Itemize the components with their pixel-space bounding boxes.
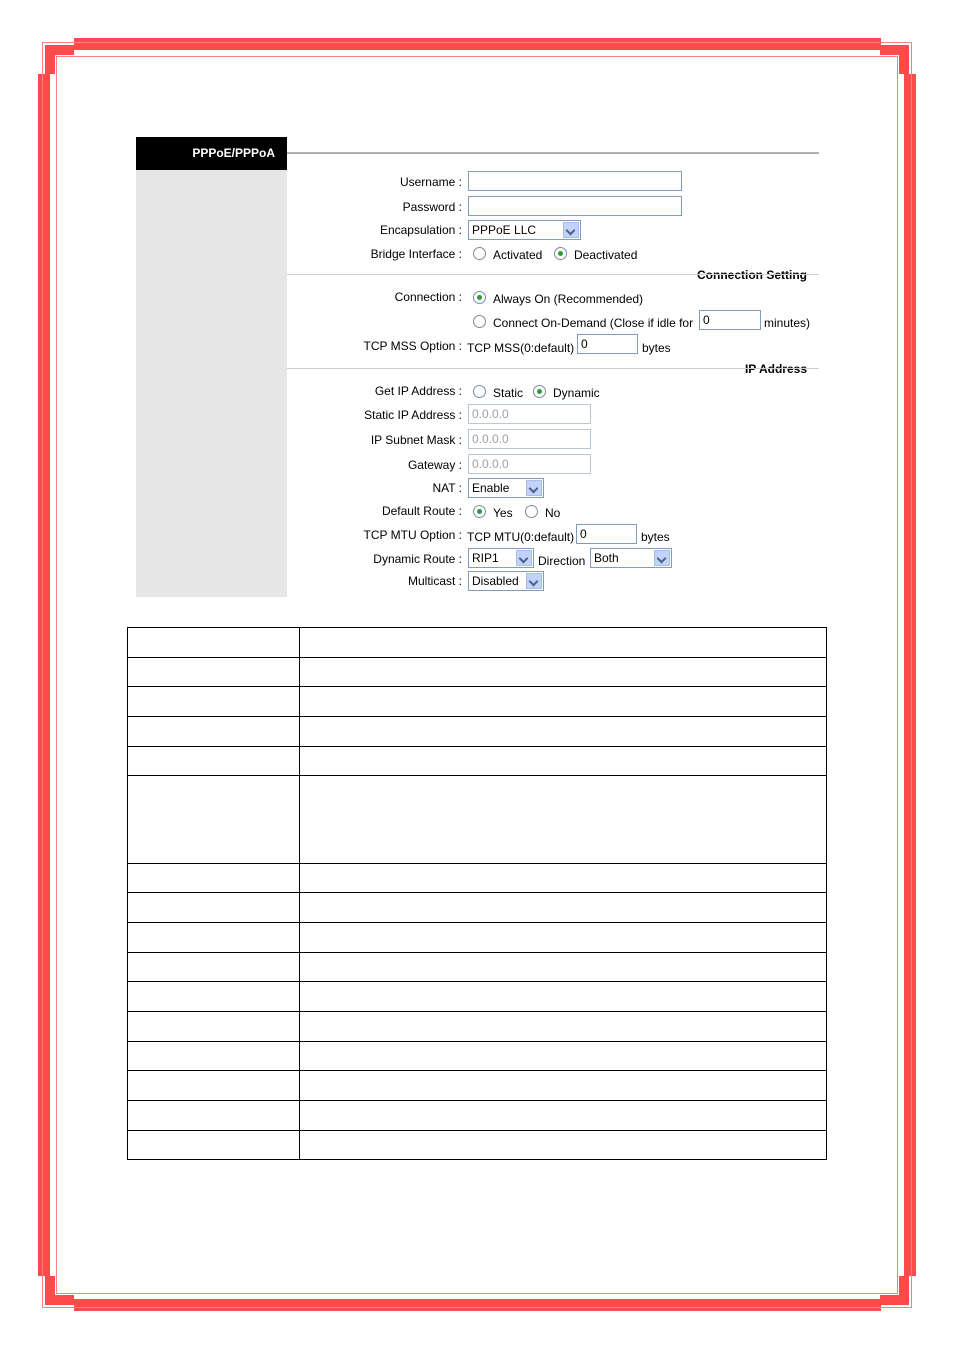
- default-route-no-label: No: [545, 506, 561, 520]
- dynamic-route-value: RIP1: [472, 551, 499, 565]
- bridge-deactivated-radio[interactable]: [554, 247, 567, 260]
- table-row: [128, 1012, 827, 1042]
- subnet-mask-field[interactable]: 0.0.0.0: [468, 429, 591, 449]
- table-row: [128, 658, 827, 687]
- on-demand-radio[interactable]: [473, 315, 486, 328]
- tcp-mss-field[interactable]: 0: [577, 334, 638, 354]
- chevron-down-icon[interactable]: [654, 550, 670, 566]
- encapsulation-select[interactable]: [468, 220, 581, 240]
- table-row: [128, 1101, 827, 1131]
- table-row: [128, 776, 827, 864]
- description-table: [127, 627, 827, 1160]
- table-cell-term: [128, 1042, 300, 1071]
- chevron-down-icon[interactable]: [516, 550, 532, 566]
- multicast-value: Disabled: [472, 574, 519, 588]
- table-row: [128, 982, 827, 1012]
- default-route-label: Default Route :: [381, 504, 462, 518]
- table-cell-term: [128, 1071, 300, 1101]
- bridge-interface-label: Bridge Interface :: [370, 247, 462, 261]
- table-row: [128, 953, 827, 982]
- pppoe-settings-panel: [136, 137, 819, 597]
- table-cell-description: [300, 893, 827, 923]
- table-cell-description: [300, 864, 827, 893]
- table-row: [128, 687, 827, 717]
- direction-value: Both: [594, 551, 619, 565]
- username-label: Username :: [399, 175, 462, 189]
- nat-label: NAT :: [432, 481, 462, 495]
- get-ip-dynamic-radio[interactable]: [533, 385, 546, 398]
- section-label-ip-address: IP Address: [744, 362, 807, 376]
- table-row: [128, 717, 827, 747]
- table-cell-description: [300, 1131, 827, 1160]
- table-cell-description: [300, 1101, 827, 1131]
- multicast-select[interactable]: [468, 571, 544, 591]
- password-field[interactable]: [468, 196, 682, 216]
- tcp-mss-prefix: TCP MSS(0:default): [467, 341, 575, 355]
- title-divider: [287, 152, 819, 154]
- gateway-field[interactable]: 0.0.0.0: [468, 454, 591, 474]
- table-row: [128, 628, 827, 658]
- get-ip-static-label: Static: [493, 386, 524, 400]
- password-label: Password :: [402, 200, 462, 214]
- direction-label: Direction: [538, 554, 586, 568]
- table-cell-term: [128, 717, 300, 747]
- default-route-no-radio[interactable]: [525, 505, 538, 518]
- table-cell-term: [128, 687, 300, 717]
- ip-divider: [287, 368, 819, 369]
- table-cell-description: [300, 717, 827, 747]
- tcp-mtu-prefix: TCP MTU(0:default): [467, 530, 575, 544]
- table-cell-description: [300, 687, 827, 717]
- static-ip-label: Static IP Address :: [364, 408, 462, 422]
- table-cell-term: [128, 658, 300, 687]
- default-route-yes-label: Yes: [493, 506, 513, 520]
- get-ip-dynamic-label: Dynamic: [553, 386, 600, 400]
- table-row: [128, 1131, 827, 1160]
- table-cell-term: [128, 1012, 300, 1042]
- connection-label: Connection :: [394, 290, 462, 304]
- section-label-connection-setting: Connection Setting: [697, 268, 807, 282]
- table-cell-description: [300, 1012, 827, 1042]
- tcp-mtu-label: TCP MTU Option :: [363, 528, 462, 542]
- table-row: [128, 1071, 827, 1101]
- table-cell-term: [128, 893, 300, 923]
- tcp-mss-unit: bytes: [642, 341, 671, 355]
- encapsulation-value: PPPoE LLC: [472, 223, 537, 237]
- table-cell-term: [128, 1101, 300, 1131]
- idle-minutes-unit: minutes): [764, 316, 811, 330]
- dynamic-route-select[interactable]: [468, 548, 534, 568]
- table-cell-term: [128, 864, 300, 893]
- table-cell-description: [300, 747, 827, 776]
- table-row: [128, 923, 827, 953]
- table-cell-term: [128, 747, 300, 776]
- table-cell-description: [300, 1042, 827, 1071]
- table-cell-description: [300, 953, 827, 982]
- bridge-activated-radio[interactable]: [473, 247, 486, 260]
- table-row: [128, 1042, 827, 1071]
- connection-divider: [287, 274, 819, 275]
- get-ip-label: Get IP Address :: [374, 384, 462, 398]
- username-field[interactable]: [468, 171, 682, 191]
- encapsulation-label: Encapsulation :: [379, 223, 462, 237]
- static-ip-field[interactable]: 0.0.0.0: [468, 404, 591, 424]
- table-cell-description: [300, 1071, 827, 1101]
- direction-select[interactable]: [590, 548, 672, 568]
- subnet-mask-label: IP Subnet Mask :: [370, 433, 462, 447]
- tcp-mtu-field[interactable]: 0: [576, 524, 637, 544]
- table-cell-term: [128, 982, 300, 1012]
- nat-value: Enable: [472, 481, 510, 495]
- multicast-label: Multicast :: [407, 574, 462, 588]
- table-cell-description: [300, 923, 827, 953]
- tcp-mtu-unit: bytes: [641, 530, 670, 544]
- table-cell-description: [300, 776, 827, 864]
- chevron-down-icon[interactable]: [526, 573, 542, 589]
- chevron-down-icon[interactable]: [526, 480, 542, 496]
- get-ip-static-radio[interactable]: [473, 385, 486, 398]
- bridge-activated-label: Activated: [493, 248, 543, 262]
- on-demand-label: Connect On-Demand (Close if idle for: [493, 316, 694, 330]
- dynamic-route-label: Dynamic Route :: [373, 552, 462, 566]
- table-cell-term: [128, 628, 300, 658]
- gateway-label: Gateway :: [407, 458, 462, 472]
- default-route-yes-radio[interactable]: [473, 505, 486, 518]
- table-cell-description: [300, 982, 827, 1012]
- table-cell-term: [128, 776, 300, 864]
- table-row: [128, 747, 827, 776]
- table-cell-term: [128, 953, 300, 982]
- tcp-mss-label: TCP MSS Option :: [363, 339, 462, 353]
- idle-minutes-field[interactable]: 0: [699, 310, 761, 330]
- table-cell-description: [300, 658, 827, 687]
- sidebar: [136, 137, 287, 597]
- table-cell-description: [300, 628, 827, 658]
- chevron-down-icon[interactable]: [563, 222, 579, 238]
- table-cell-term: [128, 923, 300, 953]
- nat-select[interactable]: [468, 478, 544, 498]
- table-row: [128, 893, 827, 923]
- page-title: PPPoE/PPPoA: [136, 137, 287, 170]
- table-row: [128, 864, 827, 893]
- always-on-radio[interactable]: [473, 291, 486, 304]
- bridge-deactivated-label: Deactivated: [574, 248, 638, 262]
- always-on-label: Always On (Recommended): [493, 292, 644, 306]
- table-cell-term: [128, 1131, 300, 1160]
